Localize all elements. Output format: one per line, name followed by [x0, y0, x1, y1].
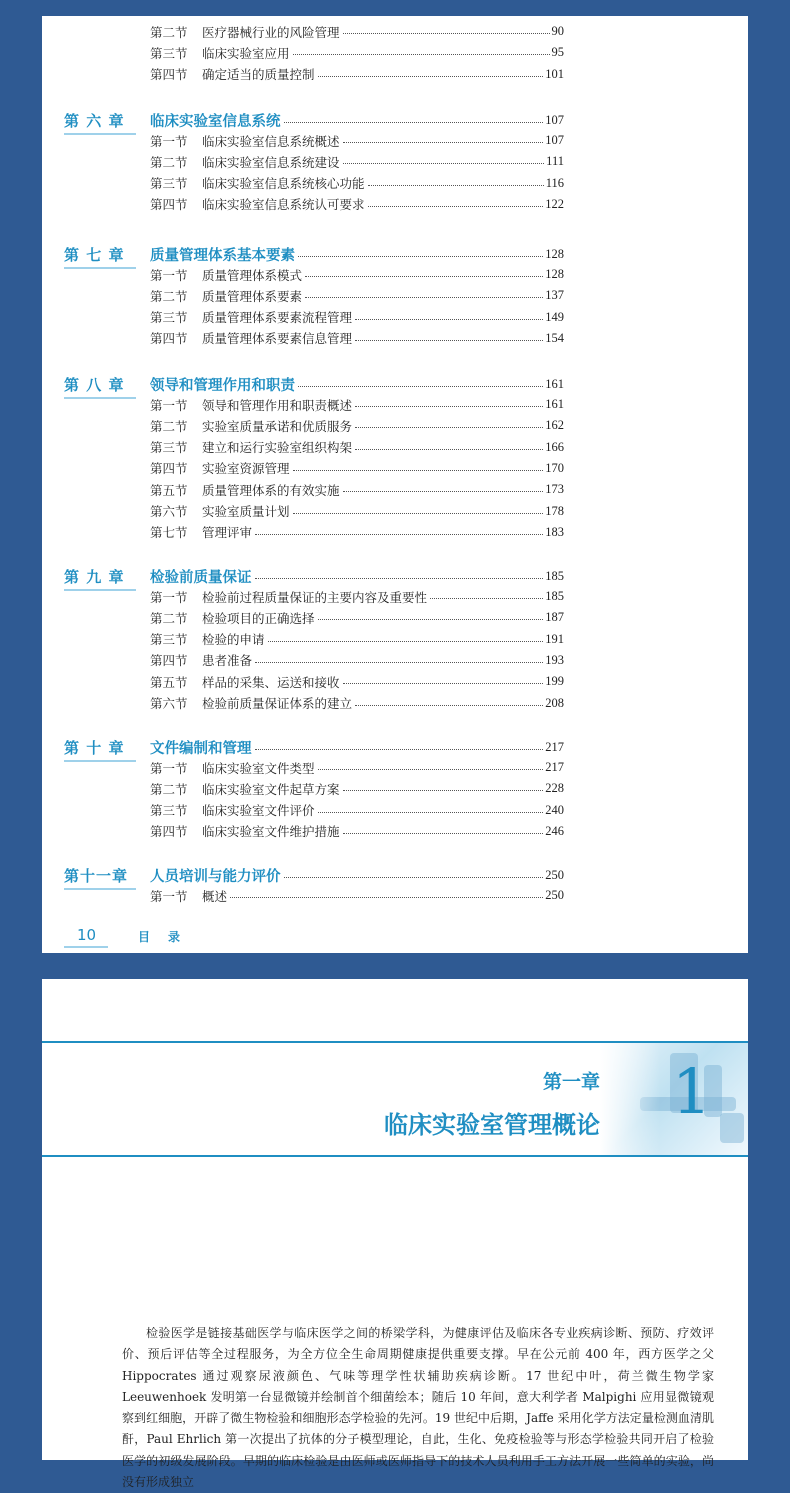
- section-number: 第二节: [150, 288, 188, 304]
- section-title: 质量管理体系要素信息管理: [202, 331, 353, 347]
- dot-leader: [430, 598, 543, 599]
- toc-section-row[interactable]: [150, 629, 564, 650]
- toc-section-row[interactable]: [150, 173, 564, 194]
- section-number: 第一节: [150, 267, 188, 283]
- chapter-underline: [64, 267, 136, 269]
- dot-leader: [318, 76, 544, 77]
- dot-leader: [255, 662, 543, 663]
- section-number: 第四节: [150, 67, 188, 83]
- toc-section-row[interactable]: [150, 394, 564, 415]
- page-number: 217: [545, 739, 564, 754]
- section-title: 样品的采集、运送和接收: [202, 674, 340, 690]
- section-title: 质量管理体系要素: [202, 288, 303, 304]
- toc-section-row[interactable]: [150, 885, 564, 906]
- page-number: 183: [545, 524, 564, 539]
- section-title: 临床实验室文件维护措施: [202, 824, 340, 840]
- section-title: 质量管理体系要素流程管理: [202, 310, 353, 326]
- chapter-underline: [64, 760, 136, 762]
- chapter-title: 质量管理体系基本要素: [150, 247, 295, 264]
- section-title: 质量管理体系模式: [202, 267, 303, 283]
- page-number: 217: [545, 760, 564, 774]
- section-title: 检验的申请: [202, 632, 265, 648]
- page-number: 240: [545, 802, 564, 817]
- page-number: 178: [545, 503, 564, 518]
- toc-section-row[interactable]: [150, 458, 564, 479]
- body-paragraph: 检验医学是链接基础医学与临床医学之间的桥梁学科，为健康评估及临床各专业疾病诊断、预防、疗效评价、预后评估等全过程服务，为全方位全生命周期健康提供重要支撑。早在公元前 400 年，西方医学之父 Hippocrates 通过观察尿液颜色、气味等理学性状辅助疾病诊断。17 世纪中叶，荷兰微生物学家 Leeuwenhoek 发明第一台显微镜并绘制首个细菌绘本；随后 10 年间，意大利学者 Malpighi 应用显微镜观察到红细胞，开辟了微生物检验和细胞形态学检验的先河。19 世纪中后期，Jaffe 采用化学方法定量检测血清肌酐，Paul Ehrlich 第一次提出了抗体的分子模型理论，自此，生化、免疫检验等与形态学检验共同开启了检验医学的初级发展阶段。早期的临床检验是由医师或医师指导下的技术人员利用手工方法开展一些简单的实验，尚没有形成独立: [122, 1326, 714, 1490]
- section-title: 临床实验室文件起草方案: [202, 781, 340, 797]
- page-number: 95: [551, 45, 564, 60]
- chapter-number: 第 十 章: [64, 738, 125, 757]
- chapter-number: 第 七 章: [64, 245, 125, 264]
- chapter-title: 人员培训与能力评价: [150, 868, 281, 885]
- toc-section-row[interactable]: [150, 693, 564, 714]
- dot-leader: [355, 427, 543, 428]
- section-title: 建立和运行实验室组织构架: [202, 440, 353, 456]
- toc-section-row[interactable]: [150, 778, 564, 799]
- section-title: 临床实验室信息系统概述: [202, 133, 340, 149]
- dot-leader: [343, 33, 550, 34]
- chapter-number: 第 八 章: [64, 375, 125, 394]
- section-number: 第三节: [150, 45, 188, 61]
- dot-leader: [305, 297, 543, 298]
- section-title: 临床实验室信息系统认可要求: [202, 197, 365, 213]
- section-number: 第四节: [150, 461, 188, 477]
- section-number: 第三节: [150, 440, 188, 456]
- section-title: 实验室质量承诺和优质服务: [202, 418, 353, 434]
- chapter-title: 领导和管理作用和职责: [150, 377, 295, 394]
- page-number: 162: [545, 418, 564, 433]
- page-number: 128: [545, 267, 564, 281]
- toc-section-row[interactable]: [150, 757, 564, 778]
- section-title: 医疗器械行业的风险管理: [202, 24, 340, 40]
- page-number: 199: [545, 674, 564, 689]
- page-number: 250: [545, 867, 564, 882]
- section-number: 第六节: [150, 696, 188, 711]
- dot-leader: [268, 641, 544, 642]
- toc-section-row[interactable]: [150, 479, 564, 500]
- toc-section-row[interactable]: [150, 415, 564, 436]
- dot-leader: [284, 877, 544, 878]
- toc-section-row[interactable]: [150, 650, 564, 671]
- section-number: 第四节: [150, 197, 188, 213]
- chapter-underline: [64, 589, 136, 591]
- banner-bottom-line: [42, 1155, 748, 1157]
- page-number: 228: [545, 781, 564, 796]
- dot-leader: [293, 513, 544, 514]
- page-number: 246: [545, 823, 564, 838]
- toc-section-row[interactable]: [150, 42, 564, 63]
- section-title: 实验室质量计划: [202, 504, 290, 519]
- footer-page-number: 10: [77, 926, 97, 944]
- page-number: 107: [545, 112, 564, 127]
- section-title: 临床实验室信息系统建设: [202, 154, 340, 170]
- page-number: 193: [545, 652, 564, 667]
- page-number: 111: [546, 154, 564, 169]
- toc-section-row[interactable]: [150, 264, 564, 285]
- toc-section-row[interactable]: [150, 151, 564, 172]
- page-number: 107: [545, 133, 564, 147]
- page-number: 191: [545, 631, 564, 646]
- section-number: 第一节: [150, 397, 188, 413]
- toc-section-row[interactable]: [150, 285, 564, 306]
- section-title: 临床实验室信息系统核心功能: [202, 176, 365, 192]
- toc-chapter-row[interactable]: [64, 736, 564, 758]
- section-title: 质量管理体系的有效实施: [202, 482, 340, 498]
- chapter-title: 检验前质量保证: [150, 569, 252, 586]
- toc-chapter-row[interactable]: [64, 864, 564, 886]
- section-number: 第二节: [150, 781, 188, 797]
- chapter-numeral: 1: [672, 1055, 712, 1128]
- dot-leader: [343, 833, 544, 834]
- chapter-underline: [64, 133, 136, 135]
- page-number: 116: [545, 175, 564, 190]
- toc-section-row[interactable]: [150, 800, 564, 821]
- section-number: 第六节: [150, 504, 188, 519]
- dot-leader: [298, 256, 543, 257]
- footer-label: 目录: [138, 930, 199, 944]
- section-number: 第一节: [150, 589, 188, 605]
- dot-leader: [343, 491, 544, 492]
- toc-chapter-row[interactable]: [64, 565, 564, 587]
- dot-leader: [305, 276, 543, 277]
- section-number: 第四节: [150, 331, 188, 347]
- chapter-title: 文件编制和管理: [150, 740, 252, 757]
- section-title: 检验前质量保证体系的建立: [202, 696, 353, 711]
- page-number: 166: [545, 439, 564, 454]
- chapter-label: 第一章: [542, 1071, 600, 1093]
- dot-leader: [318, 769, 544, 770]
- section-number: 第三节: [150, 632, 188, 648]
- dot-leader: [255, 749, 544, 750]
- toc-section-row[interactable]: [150, 671, 564, 692]
- dot-leader: [343, 790, 544, 791]
- section-number: 第七节: [150, 525, 188, 541]
- dot-leader: [255, 578, 544, 579]
- chapter-number: 第十一章: [64, 866, 129, 885]
- toc-section-row[interactable]: [150, 586, 564, 607]
- toc-section-row[interactable]: [150, 194, 564, 215]
- chapter-title: 临床实验室信息系统: [150, 113, 281, 130]
- page-number: 137: [545, 288, 564, 303]
- page-number: 90: [551, 24, 564, 38]
- toc-chapter-row[interactable]: [64, 373, 564, 395]
- section-title: 临床实验室文件类型: [202, 760, 315, 776]
- toc-section-row[interactable]: [150, 64, 564, 85]
- section-title: 临床实验室文件评价: [202, 803, 315, 819]
- page-number: 170: [545, 460, 564, 475]
- dot-leader: [343, 683, 544, 684]
- dot-leader: [368, 185, 544, 186]
- dot-leader: [318, 812, 544, 813]
- dot-leader: [343, 163, 545, 164]
- dot-leader: [230, 897, 543, 898]
- dot-leader: [355, 340, 543, 341]
- toc-section-row[interactable]: [150, 501, 564, 522]
- toc-section-row[interactable]: [150, 21, 564, 42]
- page-number: 161: [545, 376, 564, 391]
- section-number: 第三节: [150, 176, 188, 192]
- toc-section-row[interactable]: [150, 130, 564, 151]
- section-number: 第一节: [150, 888, 188, 904]
- dot-leader: [355, 406, 543, 407]
- chapter-page: [42, 979, 748, 1490]
- page-number: 149: [545, 309, 564, 324]
- section-number: 第二节: [150, 610, 188, 626]
- dot-leader: [255, 534, 543, 535]
- chapter-underline: [64, 397, 136, 399]
- toc-section-row[interactable]: [150, 328, 564, 349]
- section-title: 领导和管理作用和职责概述: [202, 397, 353, 413]
- footer-underline: [64, 946, 108, 948]
- page-number: 122: [545, 196, 564, 211]
- section-title: 临床实验室应用: [202, 45, 290, 61]
- section-number: 第一节: [150, 760, 188, 776]
- toc-section-row[interactable]: [150, 607, 564, 628]
- dot-leader: [298, 386, 543, 387]
- page-number: 128: [545, 246, 564, 261]
- section-title: 管理评审: [202, 525, 253, 541]
- section-number: 第二节: [150, 154, 188, 170]
- section-number: 第一节: [150, 133, 188, 149]
- page-number: 101: [545, 66, 564, 81]
- section-title: 检验前过程质量保证的主要内容及重要性: [202, 589, 428, 605]
- page-number: 187: [545, 610, 564, 625]
- section-title: 患者准备: [202, 653, 253, 669]
- toc-section-row[interactable]: [150, 437, 564, 458]
- dot-leader: [368, 206, 544, 207]
- page-number: 185: [545, 589, 564, 603]
- section-number: 第四节: [150, 653, 188, 669]
- section-title: 检验项目的正确选择: [202, 610, 315, 626]
- section-title: 实验室资源管理: [202, 461, 290, 477]
- toc-chapter-row[interactable]: [64, 109, 564, 131]
- section-number: 第三节: [150, 803, 188, 819]
- page-number: 185: [545, 568, 564, 583]
- dot-leader: [318, 619, 544, 620]
- dot-leader: [343, 142, 544, 143]
- dot-leader: [293, 54, 550, 55]
- dot-leader: [355, 449, 543, 450]
- section-number: 第二节: [150, 24, 188, 40]
- page-number: 161: [545, 397, 564, 411]
- dot-leader: [293, 470, 544, 471]
- page-number: 250: [545, 888, 564, 902]
- chapter-number: 第 九 章: [64, 567, 125, 586]
- toc-section-row[interactable]: [150, 522, 564, 543]
- toc-chapter-row[interactable]: [64, 243, 564, 265]
- section-number: 第五节: [150, 674, 188, 690]
- page-number: 208: [545, 695, 564, 710]
- toc-section-row[interactable]: [150, 307, 564, 328]
- dot-leader: [284, 122, 544, 123]
- toc-section-row[interactable]: [150, 821, 564, 842]
- chapter-number: 第 六 章: [64, 111, 125, 130]
- section-number: 第三节: [150, 310, 188, 326]
- page-number: 173: [545, 482, 564, 497]
- page-number: 154: [545, 330, 564, 345]
- section-number: 第二节: [150, 418, 188, 434]
- section-title: 确定适当的质量控制: [202, 67, 315, 83]
- toc-page: [42, 16, 748, 953]
- dot-leader: [355, 319, 543, 320]
- section-title: 概述: [202, 888, 228, 904]
- section-number: 第四节: [150, 824, 188, 840]
- dot-leader: [355, 705, 543, 706]
- chapter-title: 临床实验室管理概论: [384, 1111, 600, 1139]
- section-number: 第五节: [150, 482, 188, 498]
- chapter-underline: [64, 888, 136, 890]
